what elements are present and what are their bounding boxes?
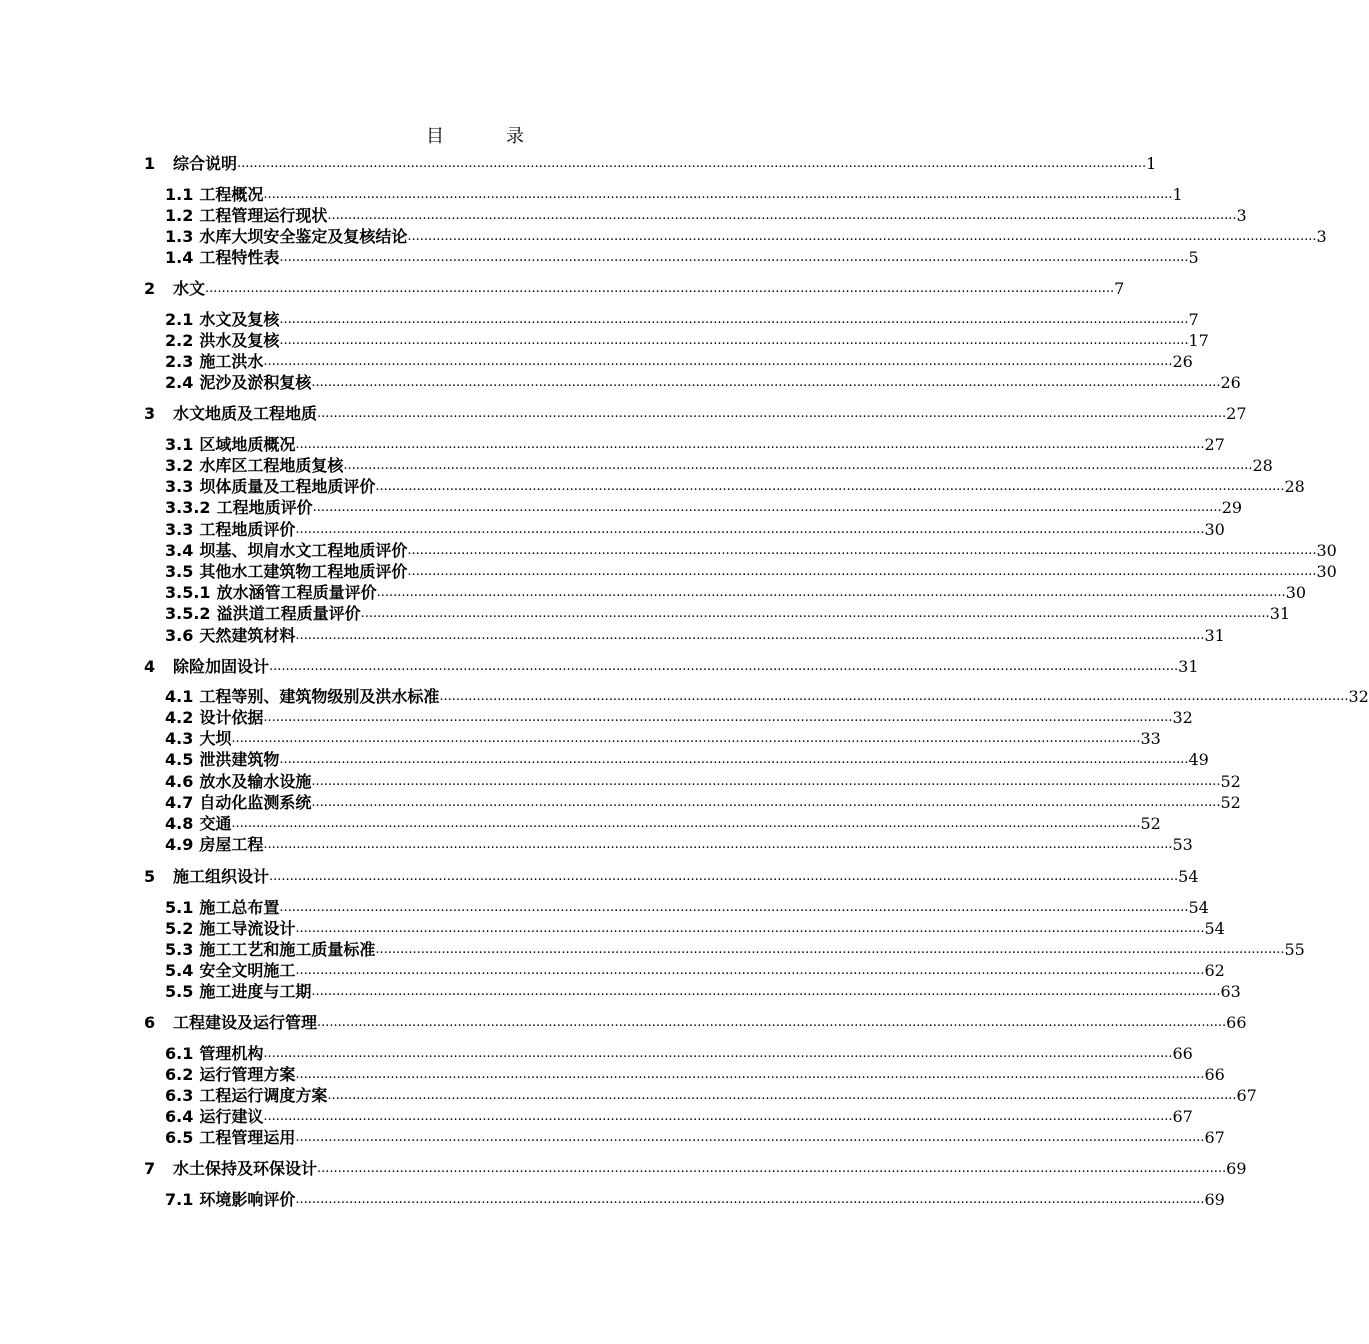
toc-entry-number: 3.5.2 [165,604,211,623]
toc-entry-number: 1.1 [165,185,194,204]
toc-entry-page-number: 62 [1204,961,1225,980]
toc-entry-number: 3.1 [165,435,194,454]
toc-entry-label: 施工工艺和施工质量标准 [199,940,376,959]
toc-entry-label: 工程特性表 [199,248,280,267]
toc-section-entry[interactable] [165,351,1193,373]
toc-section-entry[interactable] [165,939,1305,961]
toc-entry-page-number: 27 [1204,435,1225,454]
toc-entry-number: 6.1 [165,1044,194,1063]
toc-dot-leader: ............................................................................................................................................................................................................................ [279,312,1189,327]
toc-dot-leader: ............................................................................................................................................................................................................................ [295,1192,1205,1207]
toc-entry-page-number: 55 [1284,940,1305,959]
toc-section-entry[interactable] [165,372,1241,394]
toc-entry-page-number: 28 [1284,477,1305,496]
toc-entry-page-number: 31 [1178,657,1199,676]
toc-dot-leader: ............................................................................................................................................................................................................................ [439,689,1349,704]
toc-entry-number: 3.6 [165,626,194,645]
toc-entry-label: 放水及输水设施 [199,772,312,791]
toc-entry-page-number: 69 [1226,1159,1247,1178]
toc-entry-label: 水库区工程地质复核 [199,456,344,475]
toc-section-entry[interactable] [165,834,1193,856]
toc-entry-page-number: 30 [1316,562,1337,581]
toc-dot-leader: ............................................................................................................................................................................................................................ [317,1015,1227,1030]
toc-dot-leader: ............................................................................................................................................................................................................................ [237,156,1147,171]
toc-dot-leader: ............................................................................................................................................................................................................................ [295,522,1205,537]
toc-dot-leader: ............................................................................................................................................................................................................................ [295,437,1205,452]
toc-dot-leader: ............................................................................................................................................................................................................................ [263,710,1173,725]
toc-dot-leader: ............................................................................................................................................................................................................................ [263,1109,1173,1124]
toc-entry-number: 1 [144,154,156,173]
toc-entry-page-number: 49 [1188,750,1209,769]
toc-entry-number: 6.5 [165,1128,194,1147]
toc-entry-page-number: 7 [1188,310,1199,329]
toc-section-entry[interactable] [165,1043,1193,1065]
toc-dot-leader: ............................................................................................................................................................................................................................ [279,250,1189,265]
toc-dot-leader: ............................................................................................................................................................................................................................ [327,208,1237,223]
toc-entry-label: 安全文明施工 [199,961,296,980]
toc-entry-label: 坝基、坝肩水文工程地质评价 [199,541,408,560]
toc-dot-leader: ............................................................................................................................................................................................................................ [295,921,1205,936]
toc-entry-page-number: 63 [1220,982,1241,1001]
toc-section-entry[interactable] [165,1189,1225,1211]
toc-entry-label: 运行建议 [199,1107,264,1126]
toc-entry-label: 设计依据 [199,708,264,727]
toc-entry-page-number: 67 [1172,1107,1193,1126]
toc-entry-page-number: 31 [1204,626,1225,645]
toc-entry-label: 环境影响评价 [199,1190,296,1209]
toc-entry-page-number: 3 [1236,206,1247,225]
toc-entry-page-number: 67 [1236,1086,1257,1105]
toc-entry-label: 洪水及复核 [199,331,280,350]
toc-dot-leader: ............................................................................................................................................................................................................................ [263,187,1173,202]
toc-section-entry[interactable] [165,960,1225,982]
toc-entry-number: 6.3 [165,1086,194,1105]
toc-dot-leader: ............................................................................................................................................................................................................................ [375,479,1285,494]
toc-entry-number: 5.4 [165,961,194,980]
toc-chapter-entry[interactable] [144,153,1157,175]
toc-entry-page-number: 66 [1204,1065,1225,1084]
toc-entry-number: 4.6 [165,772,194,791]
toc-entry-label: 其他水工建筑物工程地质评价 [199,562,408,581]
toc-entry-number: 4.8 [165,814,194,833]
toc-dot-leader: ............................................................................................................................................................................................................................ [407,543,1317,558]
toc-entry-number: 3.4 [165,541,194,560]
toc-section-entry[interactable] [165,707,1193,729]
toc-entry-number: 3.2 [165,456,194,475]
toc-chapter-entry[interactable] [144,866,1199,888]
toc-entry-page-number: 26 [1220,373,1241,392]
toc-entry-page-number: 27 [1226,404,1247,423]
toc-entry-page-number: 52 [1140,814,1161,833]
toc-entry-number: 2.1 [165,310,194,329]
toc-dot-leader: ............................................................................................................................................................................................................................ [295,1067,1205,1082]
toc-dot-leader: ............................................................................................................................................................................................................................ [295,963,1205,978]
toc-dot-leader: ............................................................................................................................................................................................................................ [269,659,1179,674]
toc-section-entry[interactable] [165,603,1291,625]
toc-entry-page-number: 66 [1226,1013,1247,1032]
toc-section-entry[interactable] [165,1127,1225,1149]
toc-entry-page-number: 30 [1204,520,1225,539]
toc-entry-number: 3.3 [165,520,194,539]
toc-entry-label: 施工进度与工期 [199,982,312,1001]
toc-chapter-entry[interactable] [144,403,1247,425]
toc-entry-number: 6.4 [165,1107,194,1126]
toc-dot-leader: ............................................................................................................................................................................................................................ [407,229,1317,244]
toc-entry-number: 6.2 [165,1065,194,1084]
toc-entry-page-number: 5 [1188,248,1199,267]
toc-entry-number: 5.2 [165,919,194,938]
toc-section-entry[interactable] [165,434,1225,456]
toc-entry-label: 放水涵管工程质量评价 [216,583,377,602]
toc-dot-leader: ............................................................................................................................................................................................................................ [317,1161,1227,1176]
toc-entry-label: 除险加固设计 [173,657,270,676]
toc-section-entry[interactable] [165,897,1209,919]
toc-entry-page-number: 54 [1204,919,1225,938]
toc-dot-leader: ............................................................................................................................................................................................................................ [312,500,1222,515]
toc-entry-number: 5.5 [165,982,194,1001]
toc-entry-label: 水土保持及环保设计 [173,1159,318,1178]
toc-dot-leader: ............................................................................................................................................................................................................................ [263,1046,1173,1061]
toc-section-entry[interactable] [165,981,1241,1003]
toc-entry-page-number: 52 [1220,772,1241,791]
toc-section-entry[interactable] [165,625,1225,647]
toc-entry-page-number: 32 [1348,687,1369,706]
toc-entry-number: 4.5 [165,750,194,769]
toc-entry-number: 4 [144,657,156,676]
toc-entry-label: 综合说明 [173,154,238,173]
toc-entry-number: 4.7 [165,793,194,812]
toc-section-entry[interactable] [165,686,1369,708]
toc-entry-label: 施工导流设计 [199,919,296,938]
toc-dot-leader: ............................................................................................................................................................................................................................ [311,375,1221,390]
toc-dot-leader: ............................................................................................................................................................................................................................ [376,585,1286,600]
toc-section-entry[interactable] [165,728,1161,750]
toc-section-entry[interactable] [165,1085,1257,1107]
toc-entry-number: 3.3 [165,477,194,496]
toc-section-entry[interactable] [165,309,1199,331]
title-char-1: 目 [426,126,444,147]
toc-entry-page-number: 31 [1269,604,1291,623]
toc-entry-label: 坝体质量及工程地质评价 [199,477,376,496]
toc-entry-label: 工程运行调度方案 [199,1086,328,1105]
toc-dot-leader: ............................................................................................................................................................................................................................ [311,984,1221,999]
toc-dot-leader: ............................................................................................................................................................................................................................ [279,752,1189,767]
toc-entry-label: 工程地质评价 [199,520,296,539]
toc-chapter-entry[interactable] [144,278,1125,300]
toc-entry-number: 2.2 [165,331,194,350]
toc-dot-leader: ............................................................................................................................................................................................................................ [311,774,1221,789]
toc-section-entry[interactable] [165,226,1327,248]
toc-entry-page-number: 52 [1220,793,1241,812]
toc-entry-page-number: 26 [1172,352,1193,371]
toc-entry-page-number: 54 [1188,898,1209,917]
toc-entry-number: 1.2 [165,206,194,225]
toc-entry-label: 运行管理方案 [199,1065,296,1084]
toc-entry-number: 6 [144,1013,156,1032]
toc-dot-leader: ............................................................................................................................................................................................................................ [279,333,1189,348]
toc-entry-label: 自动化监测系统 [199,793,312,812]
toc-entry-label: 工程管理运用 [199,1128,296,1147]
toc-entry-number: 4.1 [165,687,194,706]
toc-entry-page-number: 1 [1172,185,1183,204]
toc-section-entry[interactable] [165,205,1247,227]
toc-dot-leader: ............................................................................................................................................................................................................................ [407,564,1317,579]
toc-entry-page-number: 67 [1204,1128,1225,1147]
toc-entry-page-number: 32 [1172,708,1193,727]
toc-entry-label: 工程地质评价 [216,498,313,517]
toc-section-entry[interactable] [165,771,1241,793]
toc-entry-label: 工程建设及运行管理 [173,1013,318,1032]
toc-entry-label: 天然建筑材料 [199,626,296,645]
toc-entry-page-number: 54 [1178,867,1199,886]
toc-section-entry[interactable] [165,813,1161,835]
toc-entry-page-number: 30 [1316,541,1337,560]
toc-section-entry[interactable] [165,455,1273,477]
toc-entry-page-number: 7 [1114,279,1125,298]
toc-dot-leader: ............................................................................................................................................................................................................................ [360,606,1270,621]
toc-entry-number: 1.3 [165,227,194,246]
toc-entry-label: 工程管理运行现状 [199,206,328,225]
toc-section-entry[interactable] [165,1064,1225,1086]
toc-section-entry[interactable] [165,540,1337,562]
toc-entry-label: 水文及复核 [199,310,280,329]
toc-section-entry[interactable] [165,519,1225,541]
toc-dot-leader: ............................................................................................................................................................................................................................ [311,795,1221,810]
toc-dot-leader: ............................................................................................................................................................................................................................ [279,900,1189,915]
toc-section-entry[interactable] [165,330,1209,352]
toc-dot-leader: ............................................................................................................................................................................................................................ [269,869,1179,884]
toc-chapter-entry[interactable] [144,1012,1247,1034]
toc-entry-page-number: 33 [1140,729,1161,748]
toc-entry-label: 房屋工程 [199,835,264,854]
toc-entry-number: 2 [144,279,156,298]
toc-dot-leader: ............................................................................................................................................................................................................................ [263,837,1173,852]
toc-entry-label: 水文 [173,279,206,298]
toc-dot-leader: ............................................................................................................................................................................................................................ [205,281,1115,296]
toc-entry-page-number: 29 [1221,498,1243,517]
toc-chapter-entry[interactable] [144,656,1199,678]
toc-entry-label: 施工总布置 [199,898,280,917]
toc-entry-number: 3 [144,404,156,423]
toc-entry-number: 2.4 [165,373,194,392]
toc-entry-number: 2.3 [165,352,194,371]
toc-section-entry[interactable] [165,582,1307,604]
toc-entry-label: 施工组织设计 [173,867,270,886]
toc-entry-number: 3.3.2 [165,498,211,517]
toc-entry-number: 5.3 [165,940,194,959]
toc-dot-leader: ............................................................................................................................................................................................................................ [263,354,1173,369]
toc-entry-page-number: 3 [1316,227,1327,246]
toc-entry-page-number: 69 [1204,1190,1225,1209]
toc-section-entry[interactable] [165,749,1209,771]
toc-entry-page-number: 17 [1188,331,1209,350]
toc-dot-leader: ............................................................................................................................................................................................................................ [231,731,1141,746]
toc-entry-page-number: 53 [1172,835,1193,854]
toc-entry-label: 大坝 [199,729,232,748]
toc-dot-leader: ............................................................................................................................................................................................................................ [317,406,1227,421]
toc-entry-number: 5 [144,867,156,886]
toc-entry-page-number: 28 [1252,456,1273,475]
toc-dot-leader: ............................................................................................................................................................................................................................ [231,816,1141,831]
toc-entry-number: 7.1 [165,1190,194,1209]
toc-section-entry[interactable] [165,792,1241,814]
title-char-2: 录 [506,126,524,147]
toc-chapter-entry[interactable] [144,1158,1247,1180]
toc-entry-label: 工程概况 [199,185,264,204]
toc-entry-label: 交通 [199,814,232,833]
toc-section-entry[interactable] [165,476,1305,498]
toc-entry-label: 泥沙及淤积复核 [199,373,312,392]
toc-entry-page-number: 66 [1172,1044,1193,1063]
toc-entry-label: 溢洪道工程质量评价 [216,604,361,623]
toc-entry-number: 4.3 [165,729,194,748]
toc-section-entry[interactable] [165,1106,1193,1128]
toc-entry-number: 4.2 [165,708,194,727]
toc-section-entry[interactable] [165,561,1337,583]
toc-entry-page-number: 30 [1285,583,1307,602]
toc-entry-label: 区域地质概况 [199,435,296,454]
toc-section-entry[interactable] [165,497,1243,519]
toc-entry-number: 3.5 [165,562,194,581]
toc-dot-leader: ............................................................................................................................................................................................................................ [375,942,1285,957]
toc-section-entry[interactable] [165,247,1199,269]
toc-entry-label: 施工洪水 [199,352,264,371]
toc-entry-label: 泄洪建筑物 [199,750,280,769]
toc-section-entry[interactable] [165,184,1183,206]
toc-entry-label: 水库大坝安全鉴定及复核结论 [199,227,408,246]
toc-section-entry[interactable] [165,918,1225,940]
toc-dot-leader: ............................................................................................................................................................................................................................ [327,1088,1237,1103]
toc-entry-label: 工程等别、建筑物级别及洪水标准 [199,687,440,706]
toc-entry-number: 3.5.1 [165,583,211,602]
toc-dot-leader: ............................................................................................................................................................................................................................ [295,1130,1205,1145]
toc-dot-leader: ............................................................................................................................................................................................................................ [343,458,1253,473]
toc-entry-page-number: 1 [1146,154,1157,173]
toc-entry-number: 5.1 [165,898,194,917]
toc-entry-label: 水文地质及工程地质 [173,404,318,423]
toc-entry-number: 1.4 [165,248,194,267]
toc-dot-leader: ............................................................................................................................................................................................................................ [295,628,1205,643]
toc-entry-label: 管理机构 [199,1044,264,1063]
toc-entry-number: 7 [144,1159,156,1178]
toc-entry-number: 4.9 [165,835,194,854]
